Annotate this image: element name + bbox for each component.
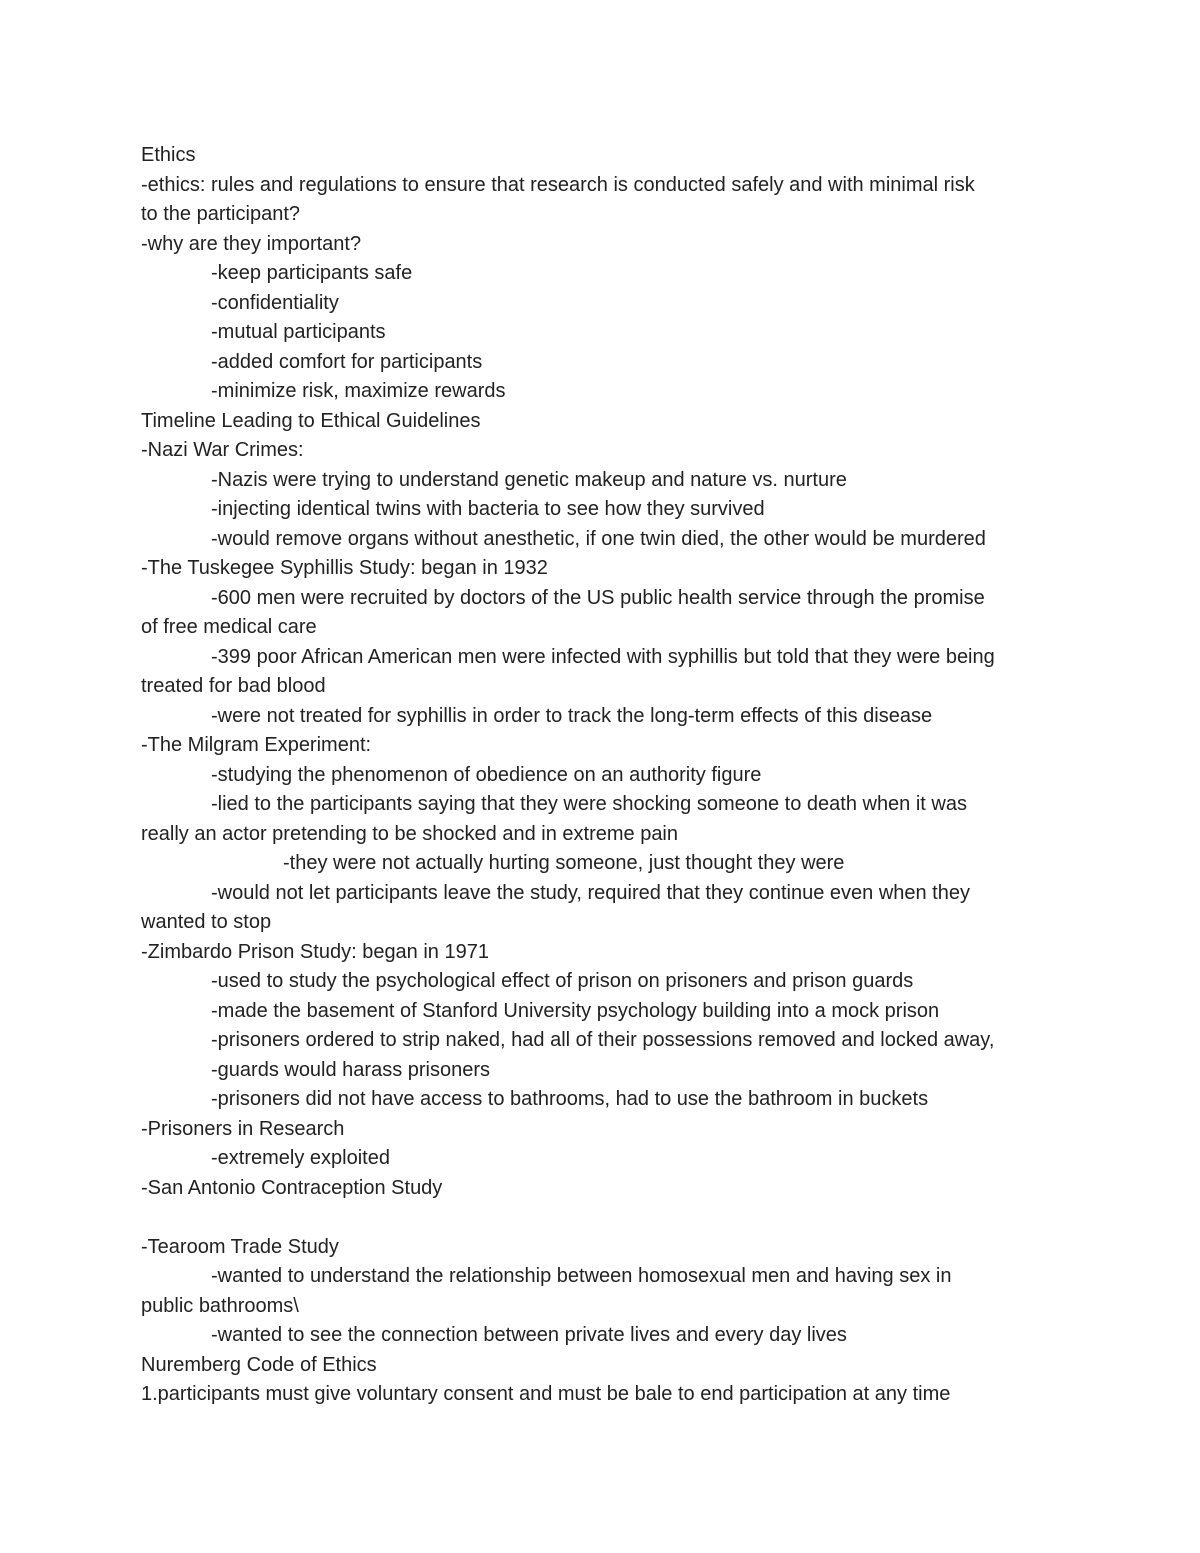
text-line: -were not treated for syphillis in order to track the long-term effects of this disease xyxy=(211,704,933,727)
text-line: -prisoners ordered to strip naked, had all of their possessions removed and locked away, xyxy=(211,1029,995,1051)
text-line: -they were not actually hurting someone, just thought they were xyxy=(283,852,845,874)
text-line: -Prisoners in Research xyxy=(141,1117,345,1140)
text-line: 1.participants must give voluntary consent and must be bale to end participation at any time xyxy=(141,1383,951,1405)
text-line: -why are they important? xyxy=(141,232,362,255)
text-line: -ethics: rules and regulations to ensure that research is conducted safely and with minimal risk xyxy=(141,173,975,196)
text-line: -Tearoom Trade Study xyxy=(141,1235,339,1258)
text-line: -would remove organs without anesthetic, if one twin died, the other would be murdered xyxy=(211,527,986,550)
text-line: -made the basement of Stanford University psychology building into a mock prison xyxy=(211,999,940,1022)
text-line: -Nazis were trying to understand genetic makeup and nature vs. nurture xyxy=(211,468,847,491)
text-line: -studying the phenomenon of obedience on an authority figure xyxy=(211,763,762,786)
text-line: -would not let participants leave the study, required that they continue even when they xyxy=(211,881,970,904)
text-line: -The Milgram Experiment: xyxy=(141,734,372,756)
text-line: to the participant? xyxy=(141,203,300,225)
text-line: -600 men were recruited by doctors of the US public health service through the promise xyxy=(211,586,985,609)
text-line: -keep participants safe xyxy=(211,262,413,284)
text-line: Timeline Leading to Ethical Guidelines xyxy=(141,409,481,432)
document-body xyxy=(141,141,1071,1410)
text-line: Ethics xyxy=(141,144,196,166)
text-line: -lied to the participants saying that they were shocking someone to death when it was xyxy=(211,793,967,815)
text-line: of free medical care xyxy=(141,616,317,638)
text-line: -confidentiality xyxy=(211,291,339,314)
text-line: really an actor pretending to be shocked and in extreme pain xyxy=(141,822,679,845)
text-line: treated for bad blood xyxy=(141,675,326,697)
text-line: -injecting identical twins with bacteria to see how they survived xyxy=(211,498,765,520)
text-line: -Zimbardo Prison Study: began in 1971 xyxy=(141,940,489,963)
text-line: -guards would harass prisoners xyxy=(211,1058,491,1081)
text-line: -extremely exploited xyxy=(211,1147,390,1169)
text-line: -Nazi War Crimes: xyxy=(141,439,304,461)
text-line: -399 poor African American men were infected with syphillis but told that they were being xyxy=(211,645,995,668)
text-line: -The Tuskegee Syphillis Study: began in 1932 xyxy=(141,557,548,579)
text-line: -wanted to understand the relationship between homosexual men and having sex in xyxy=(211,1265,952,1287)
text-line: -mutual participants xyxy=(211,321,386,343)
text-line: Nuremberg Code of Ethics xyxy=(141,1353,377,1376)
text-line: wanted to stop xyxy=(141,911,272,933)
text-line: -minimize risk, maximize rewards xyxy=(211,380,506,402)
text-line: -added comfort for participants xyxy=(211,350,483,373)
text-line: -prisoners did not have access to bathrooms, had to use the bathroom in buckets xyxy=(211,1088,929,1110)
text-line: public bathrooms\ xyxy=(141,1294,299,1317)
blank-line xyxy=(141,1203,1071,1233)
text-line: -wanted to see the connection between private lives and every day lives xyxy=(211,1324,847,1346)
text-line: -used to study the psychological effect of prison on prisoners and prison guards xyxy=(211,970,914,992)
text-line: -San Antonio Contraception Study xyxy=(141,1176,443,1199)
